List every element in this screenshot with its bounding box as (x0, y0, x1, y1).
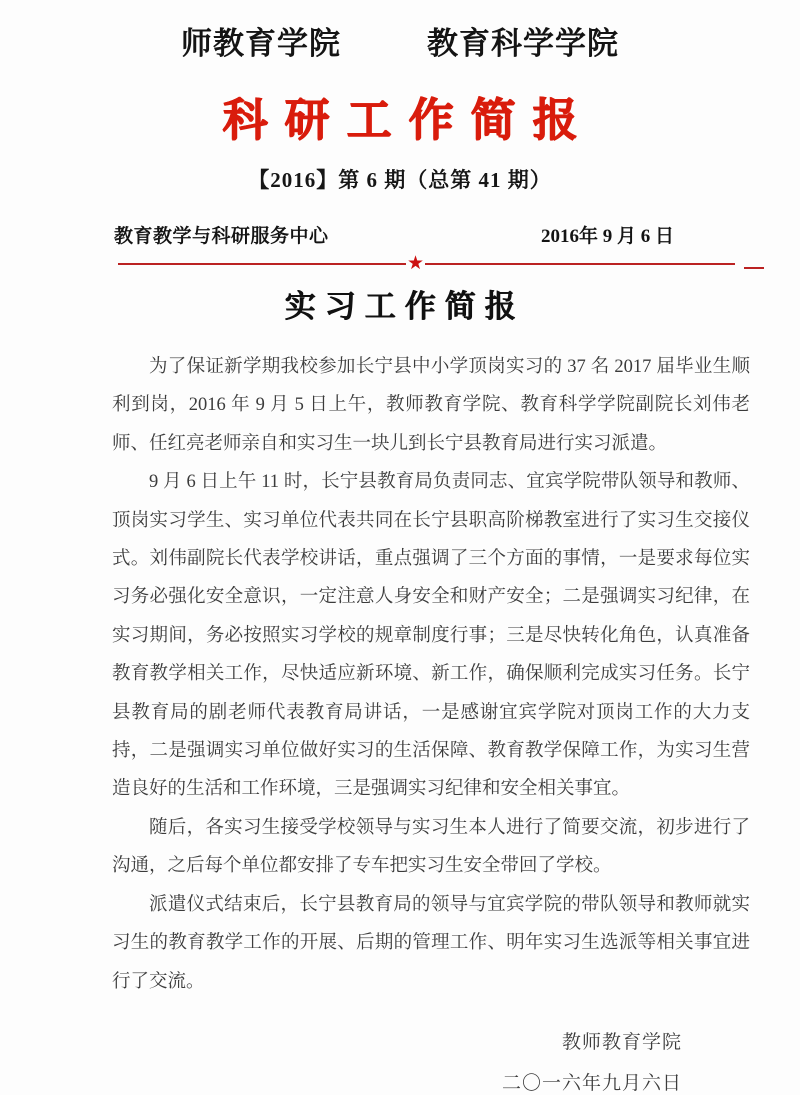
red-divider-rule (118, 251, 764, 274)
section-title: 实习工作简报 (284, 289, 525, 325)
article-body (0, 348, 800, 1001)
star-icon: ★ (407, 251, 425, 274)
signature-org: 教师教育学院 (561, 1031, 682, 1053)
signature-date: 二〇一六年九月六日 (501, 1072, 682, 1094)
college-header (0, 0, 800, 63)
publisher-date-bar (0, 221, 800, 248)
college-name-left: 师教育学院 (181, 26, 341, 61)
publisher-name: 教育教学与科研服务中心 (114, 226, 329, 247)
divider-line-right (425, 263, 735, 265)
paragraph-2: 9 月 6 日上午 11 时，长宁县教育局负责同志、宜宾学院带队领导和教师、顶岗实习学生、实习单位代表共同在长宁县职高阶梯教室进行了实习生交接仪式。刘伟副院长代表学校讲话，重点强调了三个方面的事情，一是要求每位实习务必强化安全意识，一定注意人身安全和财产安全；二是强调实习纪律，在实习期间，务必按照实习学校的规章制度行事；三是尽快转化角色，认真准备教育教学相关工作，尽快适应新环境、新工作，确保顺利完成实习任务。长宁县教育局的剧老师代表教育局讲话，一是感谢宜宾学院对顶岗工作的大力支持，二是强调实习单位做好实习的生活保障、教育教学保障工作，为实习生营造良好的生活和工作环境，三是强调实习纪律和安全相关事宜。 (112, 472, 750, 800)
divider-end-dash (744, 267, 764, 269)
divider-line-left (118, 263, 406, 265)
paragraph-3: 随后，各实习生接受学校领导与实习生本人进行了简要交流，初步进行了沟通，之后每个单位都安排了专车把实习生安全带回了学校。 (112, 817, 750, 877)
paragraph-4: 派遣仪式结束后，长宁县教育局的领导与宜宾学院的带队领导和教师就实习生的教育教学工作的开展、后期的管理工作、明年实习生选派等相关事宜进行了交流。 (112, 894, 750, 992)
issue-number-line: 【2016】第 6 期（总第 41 期） (248, 168, 552, 192)
signature-block (0, 1027, 800, 1095)
bulletin-title: 科研工作简报 (222, 93, 595, 146)
paragraph-1: 为了保证新学期我校参加长宁县中小学顶岗实习的 37 名 2017 届毕业生顺利到岗，2016 年 9 月 5 日上午，教师教育学院、教育科学学院副院长刘伟老师、任红亮老师亲自和实习生一块儿到长宁县教育局进行实习派遣。 (112, 357, 750, 454)
issue-date: 2016年 9 月 6 日 (540, 226, 674, 247)
college-name-right: 教育科学学院 (427, 26, 619, 61)
